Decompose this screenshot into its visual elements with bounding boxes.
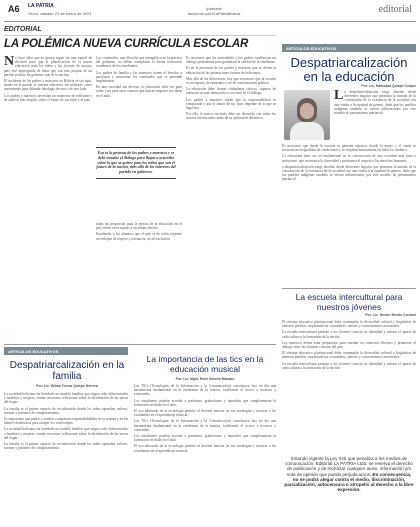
article-paragraph: Las TICs (Tecnologías de la Información y la Comunicación) constituyen hoy en día una herramienta fundamental en la enseñanza de la música, facilitando el acceso a recursos y contenidos. [134,384,276,397]
editorial-paragraph: Más allá de las diferencias, hay que reconocer que la escuela es un espacio de encuentro y no de confrontación política. [186,76,276,86]
article-title: La importancia de las tics en la educación musical [146,354,264,374]
paper-name: LA PATRIA [28,3,54,9]
notice-intro: Estando vigente la Ley 045 que penaliza a los medios de comunicación, Editorial LA PATRIA Ltda. se reserva el derecho de publicación y de rechazar cualquier aviso, información y/o nota de opinión que pueda perjudicarnos. [285,456,413,477]
editorial-paragraph: Enseñarles a los alumnos que el país es de todos requiere un enfoque de respeto y tolerancia, no de exclusión. [96,232,182,241]
article-paragraph: El sistema educativo plurinacional debe contemplar la diversidad cultural y lingüística de nuestros pueblos, respetando las costumbres, saberes y conocimientos ancestrales. [282,320,416,329]
article-title: Despatriarcalización en la familia [9,360,125,382]
editorial-paragraph: Es en la presencia de los padres y maestros que se define la educación de las generaciones futuras de bolivianos. [186,66,276,75]
photo-body [290,122,324,140]
editorial-column-2 [96,56,182,144]
article-paragraph: La escuela intercultural permite a los jóvenes conocer su identidad y valorar el aporte de cada cultura a la formación de la nación. [282,361,416,370]
editorial-paragraph: El incidente de los padres y maestros en Bolivia se vio aquí, donde en el pasado el sistema educativo fue utilizado como instrumento para difundir ideología de uno o de otro lado. [4,79,92,92]
section-label: editorial [378,4,412,15]
article-paragraph: La sociedad boliviana ha heredado un modelo familiar que asigna roles diferenciados a hombres y mujeres, siendo necesario reflexionar sobre la distribución de las tareas del hogar. [4,392,128,405]
article-paragraph: La familia es el primer espacio de socialización donde los niños aprenden valores, normas y patrones de comportamiento. [4,442,128,451]
article-paragraph: Es importante que padres y madres compartan responsabilidades en la crianza y en las labores domésticas para romper los estereotipos. [4,417,128,426]
editorial-column-1 [4,56,92,296]
family-article-column [4,392,128,524]
editorial-paragraph: Por ello, la nueva currícula debe ser discutida con todos los actores involucrados antes de su aplicación definitiva. [186,112,276,121]
tics-article-column [134,384,276,524]
article-paragraph: El sistema educativo plurinacional debe contemplar la diversidad cultural y lingüística de nuestros pueblos, respetando las costumbres, saberes y conocimientos ancestrales. [282,351,416,360]
editorial-pullquote: Esa es la protesta de los padres y maestros y se debe instalar el diálogo para llegar a acuerdos sobre lo que se quiere para los niños que son el futuro de la nación, más allá de los intereses del partido en gobierno. [96,147,176,179]
article-title: Despatriarcalización en la educación [290,55,408,84]
article-paragraph: Los maestros deben estar preparados para enseñar en contextos diversos y promover el diálogo entre las distintas culturas del país. [282,340,416,350]
author-photo [284,90,330,140]
editorial-tag: EDITORIAL [4,26,276,36]
editorial-title: LA POLÉMICA NUEVA CURRÍCULA ESCOLAR [4,38,249,50]
article-paragraph: La sociedad boliviana ha heredado un modelo familiar que asigna roles diferenciados a hombres y mujeres, siendo necesario reflexionar sobre la distribución de las tareas del hogar. [4,427,128,440]
article-paragraph: El uso adecuado de la tecnología permite al docente innovar en sus estrategias y motivar a los estudiantes en el aprendizaje musical. [134,409,276,418]
legal-notice [284,456,414,492]
social-links: /patriaob facebook.com/LaPatriaBolivia [187,6,241,16]
article-paragraph: Es necesario que desde la escuela se generen espacios donde la mujer y el varón se reconozcan en igualdad de condiciones y se respeten mutuamente en todos los ámbitos. [282,144,416,153]
divider [282,288,416,289]
article-byline: Por: Lic. Mgst. René Alberto Mamani [175,377,235,381]
editorial-paragraph: Los contenidos, una filosofía que ejemplifica en la práctica del gobierno, no deben reemplazar la buena formación académica de los estudiantes. [96,56,182,69]
article-paragraph: La educación tiene un rol fundamental en la construcción de una sociedad más justa e incluyente, que reconozca la diversidad y promueva el respeto a los derechos humanos. [282,154,416,163]
editorial-paragraph: o hace falta que se quiera seguir en una espiral de división para que la planificación de la nueva educación para los niños y los jóvenes de nuestro país esté impregnada de ideas que son más propias de un partido político en gobierno que de la nación. [4,56,92,77]
article-byline: Por: Lic. Nestor Benito Condori [365,313,416,317]
editorial-paragraph: Los padres y maestros saben que la responsabilidad es compartida y que el futuro de sus hijos depende de lo que se haga hoy. [186,97,276,111]
article-byline: Por: Lic. Wilma Teresa Quispe Herrera [36,384,98,388]
article-paragraph: Los estudiantes pueden acceder a partituras, grabaciones y tutoriales que complementan la formación recibida en el aula. [134,434,276,443]
page-number: A6 [8,4,20,14]
right-article-column [282,144,416,282]
article-paragraph: El uso adecuado de la tecnología permite al docente innovar en sus estrategias y motivar a los estudiantes en el aprendizaje musical. [134,444,276,453]
article-title: La escuela intercultural para nuestros jóvenes [295,292,403,312]
article-paragraph: La familia es el primer espacio de socialización donde los niños aprenden valores, normas y patrones de comportamiento. [4,406,128,415]
editorial-paragraph: Los padres y maestros necesitan un momento de reflexión y de análisis más amplio, sobre el futuro de sus hijos y el país. [4,93,92,102]
right-article-column-top [334,90,416,142]
editorial-paragraph: Es necesario que las autoridades y los padres establezcan un diálogo permanente para garantizar la calidad de la enseñanza. [186,56,276,65]
divider [4,344,276,345]
editorial-paragraph: todas las propuestas para la mejora de la educación en el país deben estar sujetas a un debate abierto. [96,222,182,231]
editorial-paragraph: Los padres de familia y los maestros tienen el derecho a participar y cuestionar los contenidos que se pretende implementar. [96,70,182,84]
article-dropcap: L [334,90,344,103]
notice-emphasis: En consecuencia, no se podrá alegar contra el medio, discriminación, parcialización, autocensura o atropello al derecho a la libre expresión. [284,471,414,493]
photo-face [300,103,314,119]
article-byline: Por: Lic. Natividad Quispe Colque [361,84,416,88]
editorial-column-3 [186,56,276,342]
masthead [4,2,416,22]
article-paragraph: a despatriarcalización exige abordar desde diferentes ángulos que permitan la mirada de la constitución de la existencia de la sociedad con una vuelta a la equidad de género, dado que los pueblos indígenas también se vieron influenciados por este modelo de pensamiento patriarcal. [334,90,416,116]
paper-date: Oruro, sábado 23 de enero de 2021 [28,11,92,16]
editorial-column-2b [96,222,182,342]
editorial-dropcap: N [4,56,15,69]
article-paragraph: a despatriarcalización exige abordar desde diferentes ángulos que permitan la mirada de la constitución de la existencia de la sociedad con una vuelta a la equidad de género, dado que los pueblos indígenas también se vieron influenciados por este modelo de pensamiento patriarcal. [282,164,416,182]
article-paragraph: La escuela intercultural permite a los jóvenes conocer su identidad y valorar el aporte de cada cultura a la formación de la nación. [282,330,416,339]
article-paragraph: Las TICs (Tecnologías de la Información y la Comunicación) constituyen hoy en día una herramienta fundamental en la enseñanza de la música, facilitando el acceso a recursos y contenidos. [134,419,276,432]
editorial-paragraph: En una sociedad tan diversa, la educación debe ser para todos y no para unos cuantos que buscan imponer sus ideas en el aula. [96,85,182,98]
article-paragraph: Los estudiantes pueden acceder a partituras, grabaciones y tutoriales que complementan la formación recibida en el aula. [134,398,276,407]
editorial-paragraph: La educación debe formar ciudadanos críticos, capaces de construir un país democrático con base en el diálogo. [186,87,276,96]
section-header: ARTÍCULOS EDUCATIVOS [4,347,128,355]
escuela-article-column [282,320,416,450]
section-header: ARTÍCULOS EDUCATIVOS [282,44,416,52]
